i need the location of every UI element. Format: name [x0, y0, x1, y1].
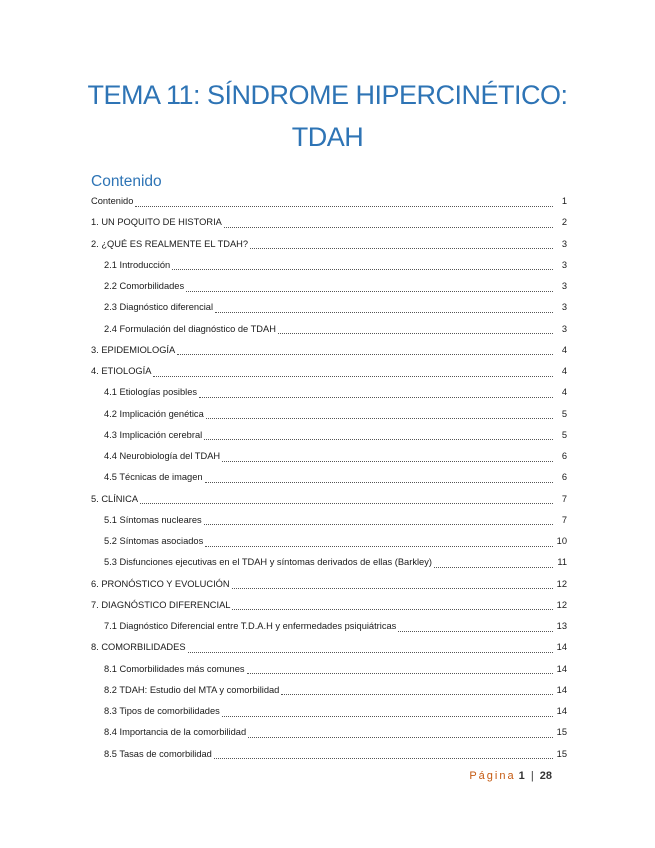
toc-dot-leader — [172, 268, 553, 270]
toc-entry-title: 5. CLÍNICA — [91, 493, 139, 504]
toc-entry[interactable] — [91, 366, 567, 387]
toc-entry[interactable] — [91, 281, 567, 302]
toc-entry-page: 1 — [561, 196, 567, 206]
toc-entry-page: 3 — [561, 281, 567, 291]
toc-dot-leader — [205, 481, 553, 483]
toc-entry-page: 6 — [561, 451, 567, 461]
toc-entry[interactable] — [91, 621, 567, 642]
toc-entry-title: 6. PRONÓSTICO Y EVOLUCIÓN — [91, 578, 230, 589]
toc-entry-title: 2.2 Comorbilidades — [104, 281, 185, 291]
document-title-line-2: TDAH — [291, 122, 364, 152]
toc-heading: Contenido — [91, 173, 162, 190]
toc-dot-leader — [186, 290, 553, 292]
toc-dot-leader — [135, 205, 553, 207]
toc-dot-leader — [177, 353, 553, 355]
table-of-contents — [91, 196, 567, 770]
toc-entry-title: 2.1 Introducción — [104, 259, 171, 270]
toc-entry-title: 4.1 Etiologías posibles — [104, 387, 198, 398]
toc-entry[interactable] — [91, 324, 567, 345]
toc-entry[interactable] — [91, 536, 567, 557]
toc-entry[interactable] — [91, 557, 567, 578]
toc-entry-title: 2. ¿QUÉ ES REALMENTE EL TDAH? — [91, 238, 249, 249]
toc-entry[interactable] — [91, 706, 567, 727]
toc-entry[interactable] — [91, 387, 567, 408]
document-title-line-1: TEMA 11: SÍNDROME HIPERCINÉTICO: — [87, 80, 568, 110]
toc-entry-page: 3 — [561, 238, 567, 249]
toc-entry[interactable] — [91, 642, 567, 663]
toc-entry[interactable] — [91, 472, 567, 493]
toc-entry[interactable] — [91, 345, 567, 366]
toc-entry-title: 7. DIAGNÓSTICO DIFERENCIAL — [91, 599, 231, 610]
toc-entry-page: 4 — [561, 344, 567, 355]
toc-entry-title: 3. EPIDEMIOLOGÍA — [91, 344, 176, 355]
toc-entry-page: 13 — [556, 621, 567, 631]
toc-dot-leader — [205, 545, 553, 547]
toc-entry-title: Contenido — [91, 196, 134, 206]
toc-entry-title: 2.4 Formulación del diagnóstico de TDAH — [104, 323, 276, 334]
toc-entry-page: 4 — [561, 366, 567, 376]
toc-entry-page: 3 — [561, 302, 567, 313]
toc-entry-title: 7.1 Diagnóstico Diferencial entre T.D.A.H y enfermedades psiquiátricas — [104, 621, 397, 631]
toc-entry-page: 6 — [561, 472, 567, 483]
page-footer — [469, 770, 552, 782]
toc-entry-title: 1. UN POQUITO DE HISTORIA — [91, 217, 222, 228]
toc-entry-page: 15 — [556, 748, 567, 759]
toc-entry-page: 14 — [556, 706, 567, 716]
toc-dot-leader — [281, 693, 553, 695]
toc-entry-title: 4.2 Implicación genética — [104, 408, 204, 419]
toc-entry[interactable] — [91, 515, 567, 536]
toc-dot-leader — [224, 226, 553, 228]
toc-entry[interactable] — [91, 494, 567, 515]
toc-dot-leader — [222, 460, 553, 462]
toc-entry-title: 5.1 Síntomas nucleares — [104, 514, 202, 525]
toc-entry[interactable] — [91, 451, 567, 472]
current-page-number: 1 — [518, 770, 525, 782]
toc-entry-title: 4.3 Implicación cerebral — [104, 429, 203, 440]
toc-dot-leader — [222, 715, 553, 717]
toc-entry-title: 8.5 Tasas de comorbilidad — [104, 748, 212, 759]
toc-entry[interactable] — [91, 685, 567, 706]
toc-dot-leader — [204, 438, 553, 440]
toc-entry[interactable] — [91, 727, 567, 748]
toc-entry-title: 8. COMORBILIDADES — [91, 642, 186, 653]
toc-entry[interactable] — [91, 196, 567, 217]
toc-dot-leader — [250, 247, 553, 249]
toc-entry-title: 8.3 Tipos de comorbilidades — [104, 706, 220, 716]
toc-entry[interactable] — [91, 260, 567, 281]
toc-dot-leader — [434, 566, 553, 568]
toc-dot-leader — [398, 630, 553, 632]
toc-entry-page: 5 — [561, 429, 567, 440]
toc-entry-page: 12 — [556, 599, 567, 610]
toc-entry[interactable] — [91, 217, 567, 238]
toc-dot-leader — [204, 523, 553, 525]
toc-entry-title: 8.4 Importancia de la comorbilidad — [104, 727, 247, 738]
toc-entry-page: 7 — [561, 493, 567, 504]
toc-entry-title: 8.2 TDAH: Estudio del MTA y comorbilidad — [104, 684, 280, 695]
toc-entry-page: 3 — [561, 259, 567, 270]
toc-entry-page: 12 — [556, 578, 567, 589]
toc-entry-title: 8.1 Comorbilidades más comunes — [104, 663, 245, 674]
toc-entry-page: 15 — [556, 727, 567, 738]
toc-dot-leader — [278, 332, 553, 334]
toc-entry-page: 7 — [561, 514, 567, 525]
toc-entry-title: 4. ETIOLOGÍA — [91, 366, 152, 376]
toc-entry-title: 5.2 Síntomas asociados — [104, 536, 204, 546]
toc-entry-page: 14 — [556, 642, 567, 653]
toc-entry[interactable] — [91, 749, 567, 770]
toc-entry[interactable] — [91, 239, 567, 260]
toc-dot-leader — [214, 757, 553, 759]
toc-entry[interactable] — [91, 579, 567, 600]
toc-dot-leader — [247, 672, 553, 674]
page-label: Página — [469, 770, 516, 782]
toc-entry-page: 3 — [561, 323, 567, 334]
toc-dot-leader — [140, 502, 553, 504]
toc-dot-leader — [232, 587, 553, 589]
toc-entry-title: 2.3 Diagnóstico diferencial — [104, 302, 214, 313]
total-pages: 28 — [539, 770, 552, 782]
toc-entry-title: 4.4 Neurobiología del TDAH — [104, 451, 221, 461]
toc-entry-page: 14 — [556, 684, 567, 695]
toc-dot-leader — [232, 608, 553, 610]
toc-entry[interactable] — [91, 664, 567, 685]
toc-entry[interactable] — [91, 409, 567, 430]
toc-entry-title: 5.3 Disfunciones ejecutivas en el TDAH y síntomas derivados de ellas (Barkley) — [104, 557, 432, 568]
toc-dot-leader — [188, 651, 553, 653]
toc-dot-leader — [153, 375, 553, 377]
toc-entry-page: 2 — [561, 217, 567, 228]
toc-entry-title: 4.5 Técnicas de imagen — [104, 472, 203, 483]
toc-entry-page: 4 — [561, 387, 567, 398]
toc-entry[interactable] — [91, 600, 567, 621]
toc-dot-leader — [206, 417, 553, 419]
toc-entry-page: 10 — [556, 536, 567, 546]
toc-dot-leader — [199, 396, 553, 398]
toc-dot-leader — [215, 311, 553, 313]
toc-entry[interactable] — [91, 302, 567, 323]
toc-entry-page: 14 — [556, 663, 567, 674]
toc-entry-page: 5 — [561, 408, 567, 419]
footer-separator: | — [530, 770, 534, 782]
toc-dot-leader — [248, 736, 553, 738]
toc-entry-page: 11 — [557, 557, 567, 568]
toc-entry[interactable] — [91, 430, 567, 451]
document-title — [0, 74, 655, 158]
